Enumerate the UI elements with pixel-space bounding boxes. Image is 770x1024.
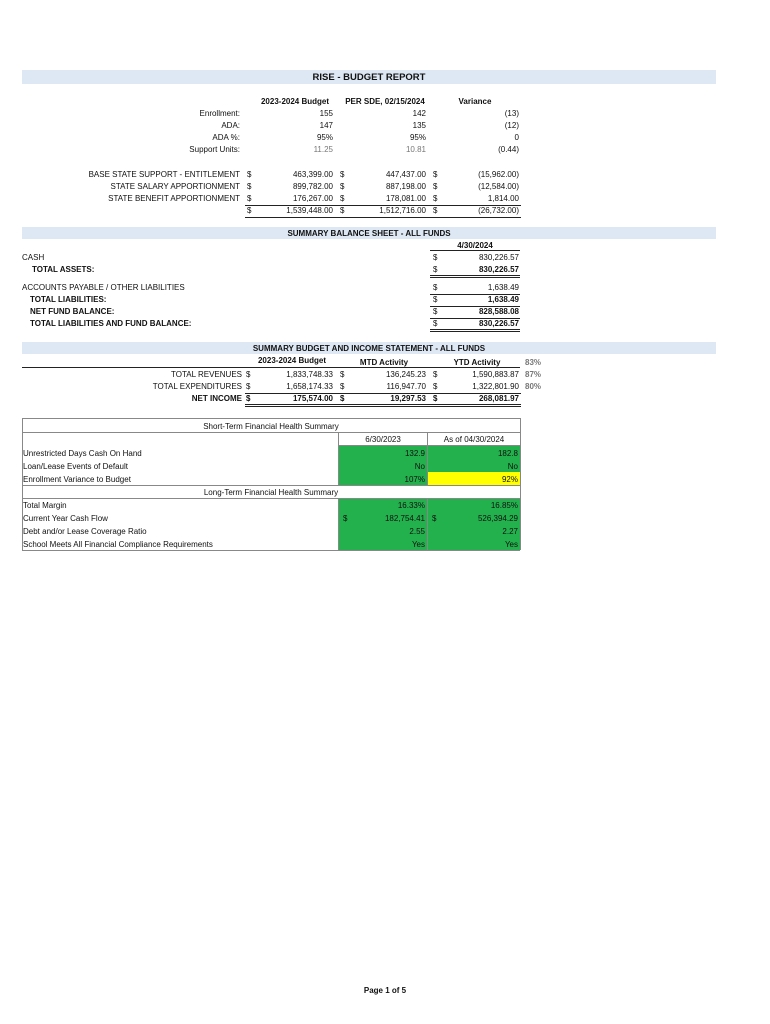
income-header-mtd: MTD Activity bbox=[359, 358, 409, 367]
currency-sign: $ bbox=[433, 370, 438, 379]
compliance-label: School Meets All Financial Compliance Requirements bbox=[23, 540, 213, 549]
header-budget: 2023-2024 Budget bbox=[260, 97, 330, 106]
total-expenditures-pct: 80% bbox=[525, 382, 542, 391]
total-liab-fund-label: TOTAL LIABILITIES AND FUND BALANCE: bbox=[30, 319, 192, 328]
support-units-sde: 10.81 bbox=[405, 145, 426, 154]
support-units-label: Support Units: bbox=[189, 145, 240, 154]
currency-sign: $ bbox=[340, 170, 345, 179]
page-number: Page 1 of 5 bbox=[363, 986, 407, 995]
state-total-budget: 1,539,448.00 bbox=[286, 206, 333, 215]
currency-sign: $ bbox=[433, 182, 438, 191]
ada-budget: 147 bbox=[319, 121, 333, 130]
debt-coverage-2023: 2.55 bbox=[409, 527, 425, 536]
total-liab-fund-value: 830,226.57 bbox=[478, 319, 519, 328]
table-rule bbox=[22, 485, 520, 486]
total-revenues-label: TOTAL REVENUES bbox=[171, 370, 242, 379]
benefit-budget: 176,267.00 bbox=[292, 194, 333, 203]
total-expenditures-mtd: 116,947.70 bbox=[386, 382, 426, 391]
net-income-mtd: 19,297.53 bbox=[390, 394, 426, 403]
currency-sign: $ bbox=[433, 307, 438, 316]
days-cash-label: Unrestricted Days Cash On Hand bbox=[23, 449, 142, 458]
ada-variance: (12) bbox=[504, 121, 519, 130]
currency-sign: $ bbox=[433, 265, 438, 274]
income-header-rule bbox=[22, 367, 520, 368]
currency-sign: $ bbox=[340, 194, 345, 203]
enrollment-label: Enrollment: bbox=[199, 109, 240, 118]
currency-sign: $ bbox=[433, 206, 438, 215]
net-income-label: NET INCOME bbox=[191, 394, 242, 403]
ada-pct-sde: 95% bbox=[409, 133, 426, 142]
support-units-budget: 11.25 bbox=[313, 145, 333, 154]
ada-label: ADA: bbox=[221, 121, 240, 130]
cash-flow-label: Current Year Cash Flow bbox=[23, 514, 108, 523]
income-header-budget: 2023-2024 Budget bbox=[257, 356, 327, 365]
cash-flow-2023: 182,754.41 bbox=[384, 514, 425, 523]
currency-sign: $ bbox=[433, 319, 438, 328]
currency-sign: $ bbox=[340, 370, 345, 379]
table-rule bbox=[22, 498, 520, 499]
short-term-title: Short-Term Financial Health Summary bbox=[203, 422, 339, 431]
currency-sign: $ bbox=[433, 295, 438, 304]
total-liabilities-label: TOTAL LIABILITIES: bbox=[30, 295, 107, 304]
days-cash-2023: 132.9 bbox=[404, 449, 425, 458]
enrollment-sde: 142 bbox=[412, 109, 426, 118]
total-assets-label: TOTAL ASSETS: bbox=[32, 265, 95, 274]
currency-sign: $ bbox=[247, 170, 252, 179]
currency-sign: $ bbox=[340, 394, 345, 403]
base-state-variance: (15,962.00) bbox=[478, 170, 519, 179]
long-term-title: Long-Term Financial Health Summary bbox=[203, 488, 339, 497]
support-units-variance: (0.44) bbox=[498, 145, 519, 154]
benefit-label: STATE BENEFIT APPORTIONMENT bbox=[108, 194, 240, 203]
total-revenues-ytd: 1,590,883.87 bbox=[472, 370, 519, 379]
header-per-sde: PER SDE, 02/15/2024 bbox=[345, 97, 425, 106]
base-state-sde: 447,437.00 bbox=[385, 170, 426, 179]
currency-sign: $ bbox=[433, 194, 438, 203]
net-income-ytd: 268,081.97 bbox=[478, 394, 519, 403]
ada-pct-variance: 0 bbox=[514, 133, 519, 142]
compliance-2023: Yes bbox=[411, 540, 425, 549]
currency-sign: $ bbox=[432, 514, 437, 523]
benefit-variance: 1,814.00 bbox=[487, 194, 519, 203]
enrollment-variance-label: Enrollment Variance to Budget bbox=[23, 475, 131, 484]
currency-sign: $ bbox=[247, 182, 252, 191]
income-title: SUMMARY BUDGET AND INCOME STATEMENT - ALL FUNDS bbox=[252, 344, 486, 353]
currency-sign: $ bbox=[433, 394, 438, 403]
total-liabilities-value: 1,638.49 bbox=[487, 295, 519, 304]
total-revenues-budget: 1,833,748.33 bbox=[286, 370, 333, 379]
balance-date: 4/30/2024 bbox=[430, 241, 520, 251]
enrollment-variance-2024: 92% bbox=[501, 475, 518, 484]
benefit-sde: 178,081.00 bbox=[385, 194, 426, 203]
days-cash-2024: 182.8 bbox=[497, 449, 518, 458]
currency-sign: $ bbox=[247, 194, 252, 203]
salary-sde: 887,198.00 bbox=[385, 182, 426, 191]
table-border-right bbox=[520, 418, 521, 550]
total-assets-value: 830,226.57 bbox=[478, 265, 519, 274]
loan-default-2023: No bbox=[414, 462, 425, 471]
table-rule bbox=[22, 432, 520, 433]
base-state-budget: 463,399.00 bbox=[292, 170, 333, 179]
enrollment-budget: 155 bbox=[319, 109, 333, 118]
ap-value: 1,638.49 bbox=[487, 283, 519, 292]
loan-default-2024: No bbox=[507, 462, 518, 471]
net-fund-balance-value: 828,588.08 bbox=[478, 307, 519, 316]
currency-sign: $ bbox=[340, 382, 345, 391]
health-col-2024: As of 04/30/2024 bbox=[443, 435, 505, 444]
compliance-2024: Yes bbox=[504, 540, 518, 549]
total-expenditures-label: TOTAL EXPENDITURES bbox=[152, 382, 242, 391]
enrollment-variance: (13) bbox=[504, 109, 519, 118]
total-revenues-mtd: 136,245.23 bbox=[385, 370, 426, 379]
balance-title: SUMMARY BALANCE SHEET - ALL FUNDS bbox=[287, 229, 451, 238]
currency-sign: $ bbox=[246, 382, 251, 391]
currency-sign: $ bbox=[343, 514, 348, 523]
total-expenditures-budget: 1,658,174.33 bbox=[286, 382, 333, 391]
table-rule bbox=[339, 445, 520, 446]
currency-sign: $ bbox=[433, 382, 438, 391]
currency-sign: $ bbox=[433, 253, 438, 262]
total-revenues-pct: 87% bbox=[525, 370, 542, 379]
total-expenditures-ytd: 1,322,801.90 bbox=[472, 382, 519, 391]
base-state-label: BASE STATE SUPPORT - ENTITLEMENT bbox=[88, 170, 240, 179]
cash-value: 830,226.57 bbox=[478, 253, 519, 262]
income-header-ytd: YTD Activity bbox=[453, 358, 501, 367]
salary-label: STATE SALARY APPORTIONMENT bbox=[110, 182, 240, 191]
table-border-top bbox=[22, 418, 520, 419]
income-pct-top: 83% bbox=[525, 358, 542, 367]
total-margin-label: Total Margin bbox=[23, 501, 67, 510]
total-margin-2024: 16.85% bbox=[490, 501, 518, 510]
currency-sign: $ bbox=[246, 370, 251, 379]
table-border-bottom bbox=[22, 550, 520, 551]
salary-variance: (12,584.00) bbox=[478, 182, 519, 191]
debt-coverage-2024: 2.27 bbox=[502, 527, 518, 536]
report-title: RISE - BUDGET REPORT bbox=[312, 72, 426, 83]
currency-sign: $ bbox=[433, 170, 438, 179]
salary-budget: 899,782.00 bbox=[292, 182, 333, 191]
enrollment-variance-2023: 107% bbox=[404, 475, 425, 484]
currency-sign: $ bbox=[247, 206, 252, 215]
ada-pct-label: ADA %: bbox=[212, 133, 240, 142]
loan-default-label: Loan/Lease Events of Default bbox=[23, 462, 128, 471]
ada-sde: 135 bbox=[412, 121, 426, 130]
net-fund-balance-label: NET FUND BALANCE: bbox=[30, 307, 115, 316]
ada-pct-budget: 95% bbox=[316, 133, 333, 142]
header-variance: Variance bbox=[458, 97, 492, 106]
state-total-variance: (26,732.00) bbox=[478, 206, 519, 215]
net-income-budget: 175,574.00 bbox=[292, 394, 333, 403]
debt-coverage-label: Debt and/or Lease Coverage Ratio bbox=[23, 527, 147, 536]
cash-label: CASH bbox=[22, 253, 45, 262]
health-col-2023: 6/30/2023 bbox=[365, 435, 401, 444]
ap-label: ACCOUNTS PAYABLE / OTHER LIABILITIES bbox=[22, 283, 185, 292]
total-margin-2023: 16.33% bbox=[397, 501, 425, 510]
cash-flow-2024: 526,394.29 bbox=[477, 514, 518, 523]
currency-sign: $ bbox=[246, 394, 251, 403]
state-total-sde: 1,512,716.00 bbox=[379, 206, 426, 215]
currency-sign: $ bbox=[433, 283, 438, 292]
currency-sign: $ bbox=[340, 206, 345, 215]
currency-sign: $ bbox=[340, 182, 345, 191]
